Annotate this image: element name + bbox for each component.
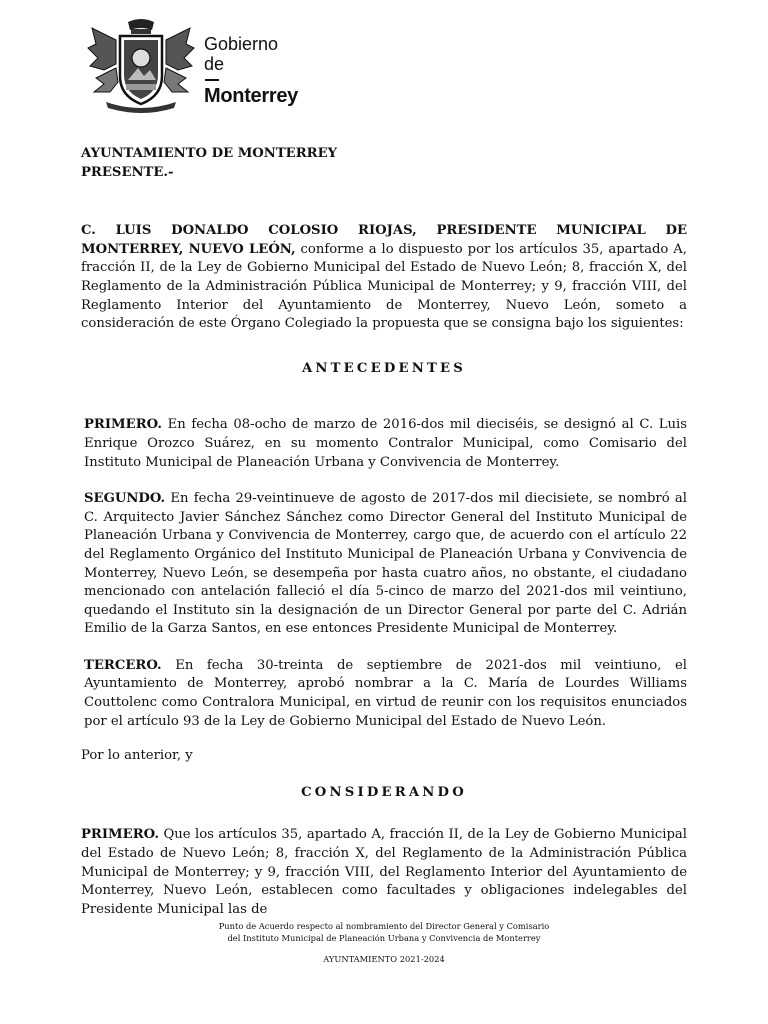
letterhead [86, 18, 326, 114]
logo-wordmark [204, 34, 298, 107]
antecedente-label: SEGUNDO. [84, 491, 166, 507]
antecedente-text: En fecha 29-veintinueve de agosto de 2017-dos mil diecisiete, se nombró al C. Arquitecto Javier Sánchez Sánchez como Director General del Instituto Municipal de Planeación Urbana y Convivencia de Monterrey, cargo que, de acuerdo con el artículo 22 del Reglamento Orgánico del Instituto Municipal de Planeación Urbana y Convivencia de Monterrey, Nuevo León, se desempeña por hasta cuatro años, no obstante, el ciudadano mencionado con antelación falleció el día 5-cinco de marzo del 2021-dos mil veintiuno, quedando el Instituto sin la designación de un Director General por parte del C. Adrián Emilio de la Garza Santos, en ese entonces Presidente Municipal de Monterrey. [84, 491, 687, 637]
antecedente-text: En fecha 08-ocho de marzo de 2016-dos mil dieciséis, se designó al C. Luis Enrique Orozco Suárez, en su momento Contralor Municipal, como Comisario del Instituto Municipal de Planeación Urbana y Convivencia de Monterrey. [84, 417, 687, 470]
intro-paragraph [81, 222, 687, 334]
heading-antecedentes: ANTECEDENTES [301, 360, 467, 376]
document-body [81, 145, 687, 919]
considerando-text: Que los artículos 35, apartado A, fracción II, de la Ley de Gobierno Municipal del Estado de Nuevo León; 8, fracción X, del Reglamento de la Administración Pública Municipal de Monterrey; y 9, fracción VIII, del Reglamento Interior del Ayuntamiento de Monterrey, Nuevo León, establecen como facultades y obligaciones indelegables del Presidente Municipal las de [81, 827, 687, 917]
antecedente-segundo [81, 490, 687, 639]
page-footer [81, 920, 687, 965]
logo-line-monterrey: Monterrey [204, 84, 298, 107]
footer-line-3: AYUNTAMIENTO 2021-2024 [323, 953, 445, 964]
considerando-primero [81, 826, 687, 919]
logo-line-gobierno: Gobierno [204, 34, 279, 54]
antecedente-label: TERCERO. [84, 657, 162, 673]
intro-text: conforme a lo dispuesto por los artículos 35, apartado A, fracción II, de la Ley de Gobierno Municipal del Estado de Nuevo León; 8, fracción X, del Reglamento de la Administración Pública Municipal de Monterrey; y 9, fracción VIII, del Reglamento Interior del Ayuntamiento de Monterrey, Nuevo León, someto a consideración de este Órgano Colegiado la propuesta que se consigna bajo los siguientes: [81, 241, 688, 332]
footer-line-1: Punto de Acuerdo respecto al nombramiento del Director General y Comisario [218, 921, 550, 931]
intro-signatory: C. LUIS DONALDO COLOSIO RIOJAS, PRESIDENTE MUNICIPAL DE MONTERREY, NUEVO LEÓN, [81, 223, 687, 257]
antecedente-text: En fecha 30-treinta de septiembre de 2021-dos mil veintiuno, el Ayuntamiento de Monterrey, aprobó nombrar a la C. María de Lourdes Williams Couttolenc como Contralora Municipal, en virtud de reunir con los requisitos enunciados por el artículo 93 de la Ley de Gobierno Municipal del Estado de Nuevo León. [84, 657, 687, 729]
antecedente-primero [81, 416, 687, 472]
considerando-label: PRIMERO. [81, 827, 159, 843]
footer-line-2: del Instituto Municipal de Planeación Urbana y Convivencia de Monterrey [227, 933, 541, 944]
monterrey-coat-of-arms-icon [86, 18, 196, 114]
recipient-line-2: PRESENTE.- [81, 164, 174, 180]
recipient-line-1: AYUNTAMIENTO DE MONTERREY [81, 146, 338, 161]
heading-considerando: CONSIDERANDO [301, 784, 467, 800]
antecedente-tercero [81, 657, 687, 731]
logo-divider [205, 79, 219, 81]
transition-text: Por lo anterior, y [81, 748, 193, 764]
logo-line-de: de [204, 54, 225, 74]
antecedente-label: PRIMERO. [84, 417, 162, 433]
